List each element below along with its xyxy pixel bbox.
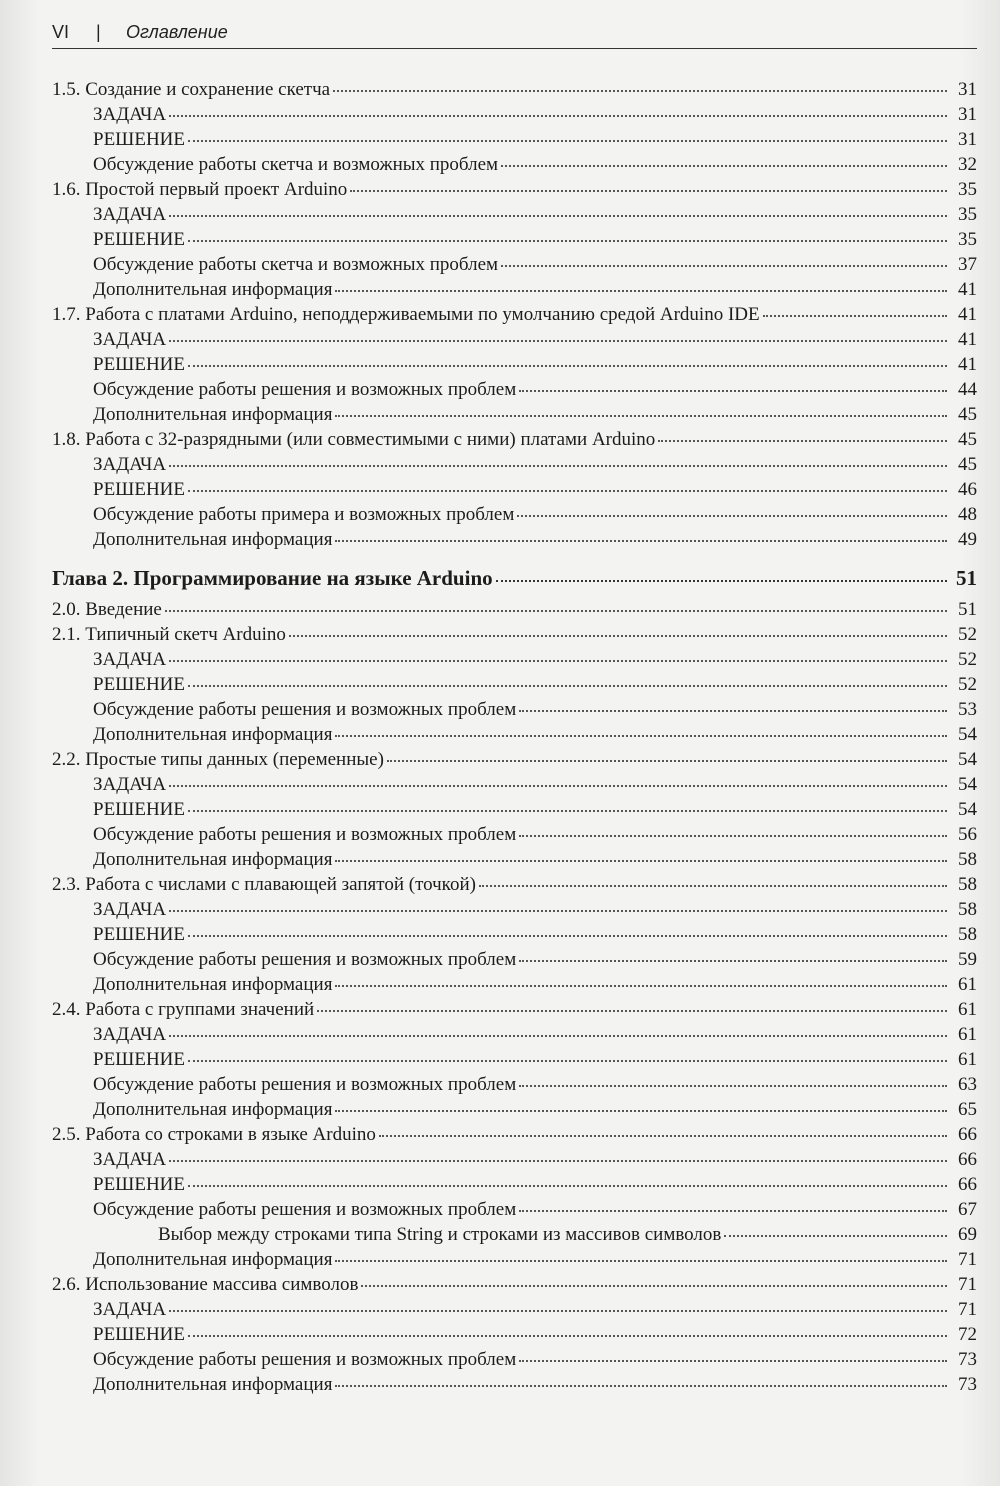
toc-entry-label: 1.7. Работа с платами Arduino, неподдерживаемыми по умолчанию средой Arduino IDE [52,304,760,325]
toc-entry-label: Дополнительная информация [93,1374,333,1395]
toc-entry-page: 54 [958,774,977,795]
dot-leader [169,767,947,787]
dot-leader [379,1117,947,1137]
toc-entry-label: 2.3. Работа с числами с плавающей запятой (точкой) [52,874,476,895]
toc-entry-label: РЕШЕНИЕ [93,229,185,250]
dot-leader [317,992,947,1012]
toc-entry-label: ЗАДАЧА [93,204,167,225]
dot-leader [519,1192,947,1212]
toc-entry-page: 31 [958,79,977,100]
dot-leader [501,147,947,167]
toc-entry-page: 44 [958,379,977,400]
toc-entry-label: РЕШЕНИЕ [93,1324,185,1345]
dot-leader [519,942,947,962]
toc-entry-label: Обсуждение работы решения и возможных проблем [93,1199,517,1220]
toc-entry-page: 61 [958,974,977,995]
toc-entry-page: 67 [958,1199,977,1220]
toc-entry-label: ЗАДАЧА [93,1024,167,1045]
toc-entry-label: 2.4. Работа с группами значений [52,999,315,1020]
toc-entry-label: Обсуждение работы решения и возможных проблем [93,699,517,720]
dot-leader [724,1217,947,1237]
toc-chapter-heading [52,563,977,593]
toc-entry-label: Дополнительная информация [93,404,333,425]
dot-leader [188,917,947,937]
toc-entry-label: РЕШЕНИЕ [93,924,185,945]
dot-leader [169,97,947,117]
toc-entry-page: 73 [958,1374,977,1395]
toc-entry-label: РЕШЕНИЕ [93,674,185,695]
toc-entry-page: 54 [958,749,977,770]
dot-leader [188,122,947,142]
toc-entry-page: 71 [958,1249,977,1270]
toc-entry [52,1370,977,1395]
dot-leader [333,72,947,92]
toc-entry-page: 48 [958,504,977,525]
dot-leader [188,1317,947,1337]
toc-entry-label: 2.1. Типичный скетч Arduino [52,624,286,645]
dot-leader [335,522,947,542]
toc-entry-page: 51 [958,599,977,620]
toc-entry-page: 72 [958,1324,977,1345]
toc-entry-page: 58 [958,899,977,920]
toc-entry-page: 41 [958,279,977,300]
toc-entry-label: ЗАДАЧА [93,1149,167,1170]
toc-entry-page: 66 [958,1124,977,1145]
dot-leader [169,892,947,912]
dot-leader [188,472,947,492]
dot-leader [335,1092,947,1112]
toc-entry-page: 35 [958,179,977,200]
toc-entry-page: 71 [958,1299,977,1320]
dot-leader [335,1367,947,1387]
toc-entry-page: 52 [958,674,977,695]
table-of-contents [52,75,977,1395]
toc-entry-page: 45 [958,404,977,425]
toc-entry-label: Дополнительная информация [93,974,333,995]
header-title: Оглавление [126,22,228,42]
dot-leader [165,592,947,612]
toc-entry-label: РЕШЕНИЕ [93,354,185,375]
dot-leader [387,742,947,762]
dot-leader [763,297,947,317]
dot-leader [335,1242,947,1262]
toc-entry-page: 31 [958,129,977,150]
toc-entry-label: Дополнительная информация [93,1099,333,1120]
toc-entry-page: 58 [958,849,977,870]
dot-leader [519,1342,947,1362]
toc-entry-label: Дополнительная информация [93,849,333,870]
toc-entry-label: 2.5. Работа со строками в языке Arduino [52,1124,376,1145]
toc-entry-page: 69 [958,1224,977,1245]
toc-entry-label: ЗАДАЧА [93,1299,167,1320]
toc-entry-page: 66 [958,1174,977,1195]
dot-leader [335,717,947,737]
toc-entry-label: Обсуждение работы решения и возможных проблем [93,949,517,970]
toc-entry-page: 54 [958,799,977,820]
toc-entry-page: 41 [958,354,977,375]
toc-entry-label: РЕШЕНИЕ [93,1174,185,1195]
toc-entry-label: 1.8. Работа с 32-разрядными (или совместимыми с ними) платами Arduino [52,429,656,450]
toc-entry-label: Дополнительная информация [93,529,333,550]
toc-entry-page: 61 [958,1049,977,1070]
toc-entry-label: РЕШЕНИЕ [93,1049,185,1070]
toc-entry-label: ЗАДАЧА [93,329,167,350]
toc-entry-page: 31 [958,104,977,125]
toc-entry-label: ЗАДАЧА [93,649,167,670]
toc-entry-label: 1.5. Создание и сохранение скетча [52,79,331,100]
dot-leader [169,642,947,662]
toc-entry-page: 52 [958,649,977,670]
page-number: VI [52,22,70,42]
toc-entry-label: 1.6. Простой первый проект Arduino [52,179,348,200]
toc-entry-label: Выбор между строками типа String и строками из массивов символов [158,1224,722,1245]
toc-entry-page: 41 [958,329,977,350]
toc-entry-page: 35 [958,204,977,225]
toc-entry-page: 63 [958,1074,977,1095]
toc-entry-page: 53 [958,699,977,720]
dot-leader [289,617,947,637]
toc-entry-page: 54 [958,724,977,745]
toc-entry-label: Обсуждение работы скетча и возможных проблем [93,254,499,275]
dot-leader [335,397,947,417]
toc-entry-label: ЗАДАЧА [93,899,167,920]
toc-entry-page: 66 [958,1149,977,1170]
toc-entry-label: Обсуждение работы примера и возможных проблем [93,504,515,525]
toc-entry-label: 2.6. Использование массива символов [52,1274,359,1295]
dot-leader [169,1142,947,1162]
dot-leader [658,422,947,442]
toc-entry-page: 35 [958,229,977,250]
toc-entry-label: Дополнительная информация [93,279,333,300]
toc-entry-page: 65 [958,1099,977,1120]
toc-entry-page: 46 [958,479,977,500]
toc-entry-page: 71 [958,1274,977,1295]
dot-leader [169,1017,947,1037]
dot-leader [519,1067,947,1087]
toc-entry-page: 56 [958,824,977,845]
toc-entry-page: 73 [958,1349,977,1370]
toc-entry-label: Обсуждение работы решения и возможных проблем [93,824,517,845]
toc-entry-label: Дополнительная информация [93,724,333,745]
dot-leader [188,1167,947,1187]
toc-entry-page: 37 [958,254,977,275]
toc-entry-page: 45 [958,454,977,475]
dot-leader [501,247,947,267]
toc-entry-page: 58 [958,874,977,895]
dot-leader [350,172,947,192]
dot-leader [519,817,947,837]
dot-leader [188,347,947,367]
toc-entry-page: 59 [958,949,977,970]
toc-entry [52,525,977,550]
toc-entry-label: Дополнительная информация [93,1249,333,1270]
toc-entry-label: 2.0. Введение [52,599,162,620]
toc-entry-page: 52 [958,624,977,645]
running-header [52,20,977,49]
toc-entry-label: Обсуждение работы решения и возможных проблем [93,1349,517,1370]
dot-leader [169,447,947,467]
dot-leader [496,562,947,582]
toc-entry-page: 32 [958,154,977,175]
toc-entry-label: РЕШЕНИЕ [93,799,185,820]
toc-entry-label: Обсуждение работы решения и возможных проблем [93,379,517,400]
dot-leader [519,692,947,712]
toc-entry-page: 58 [958,924,977,945]
toc-entry-page: 45 [958,429,977,450]
toc-entry-page: 49 [958,529,977,550]
dot-leader [335,842,947,862]
toc-entry-label: РЕШЕНИЕ [93,129,185,150]
dot-leader [169,197,947,217]
dot-leader [479,867,947,887]
dot-leader [188,1042,947,1062]
header-separator: | [96,22,101,42]
toc-entry-page: 61 [958,999,977,1020]
toc-entry-label: Обсуждение работы скетча и возможных проблем [93,154,499,175]
toc-entry-label: ЗАДАЧА [93,774,167,795]
dot-leader [335,967,947,987]
dot-leader [361,1267,947,1287]
dot-leader [519,372,947,392]
toc-entry-label: Обсуждение работы решения и возможных проблем [93,1074,517,1095]
toc-entry-label: Глава 2. Программирование на языке Arduino [52,566,493,590]
dot-leader [335,272,947,292]
dot-leader [188,667,947,687]
toc-entry-label: ЗАДАЧА [93,454,167,475]
dot-leader [188,792,947,812]
toc-entry-page: 61 [958,1024,977,1045]
toc-entry-page: 41 [958,304,977,325]
toc-entry-label: РЕШЕНИЕ [93,479,185,500]
toc-entry-label: 2.2. Простые типы данных (переменные) [52,749,384,770]
dot-leader [169,1292,947,1312]
dot-leader [188,222,947,242]
dot-leader [517,497,947,517]
toc-entry-label: ЗАДАЧА [93,104,167,125]
dot-leader [169,322,947,342]
toc-entry-page: 51 [956,566,977,590]
